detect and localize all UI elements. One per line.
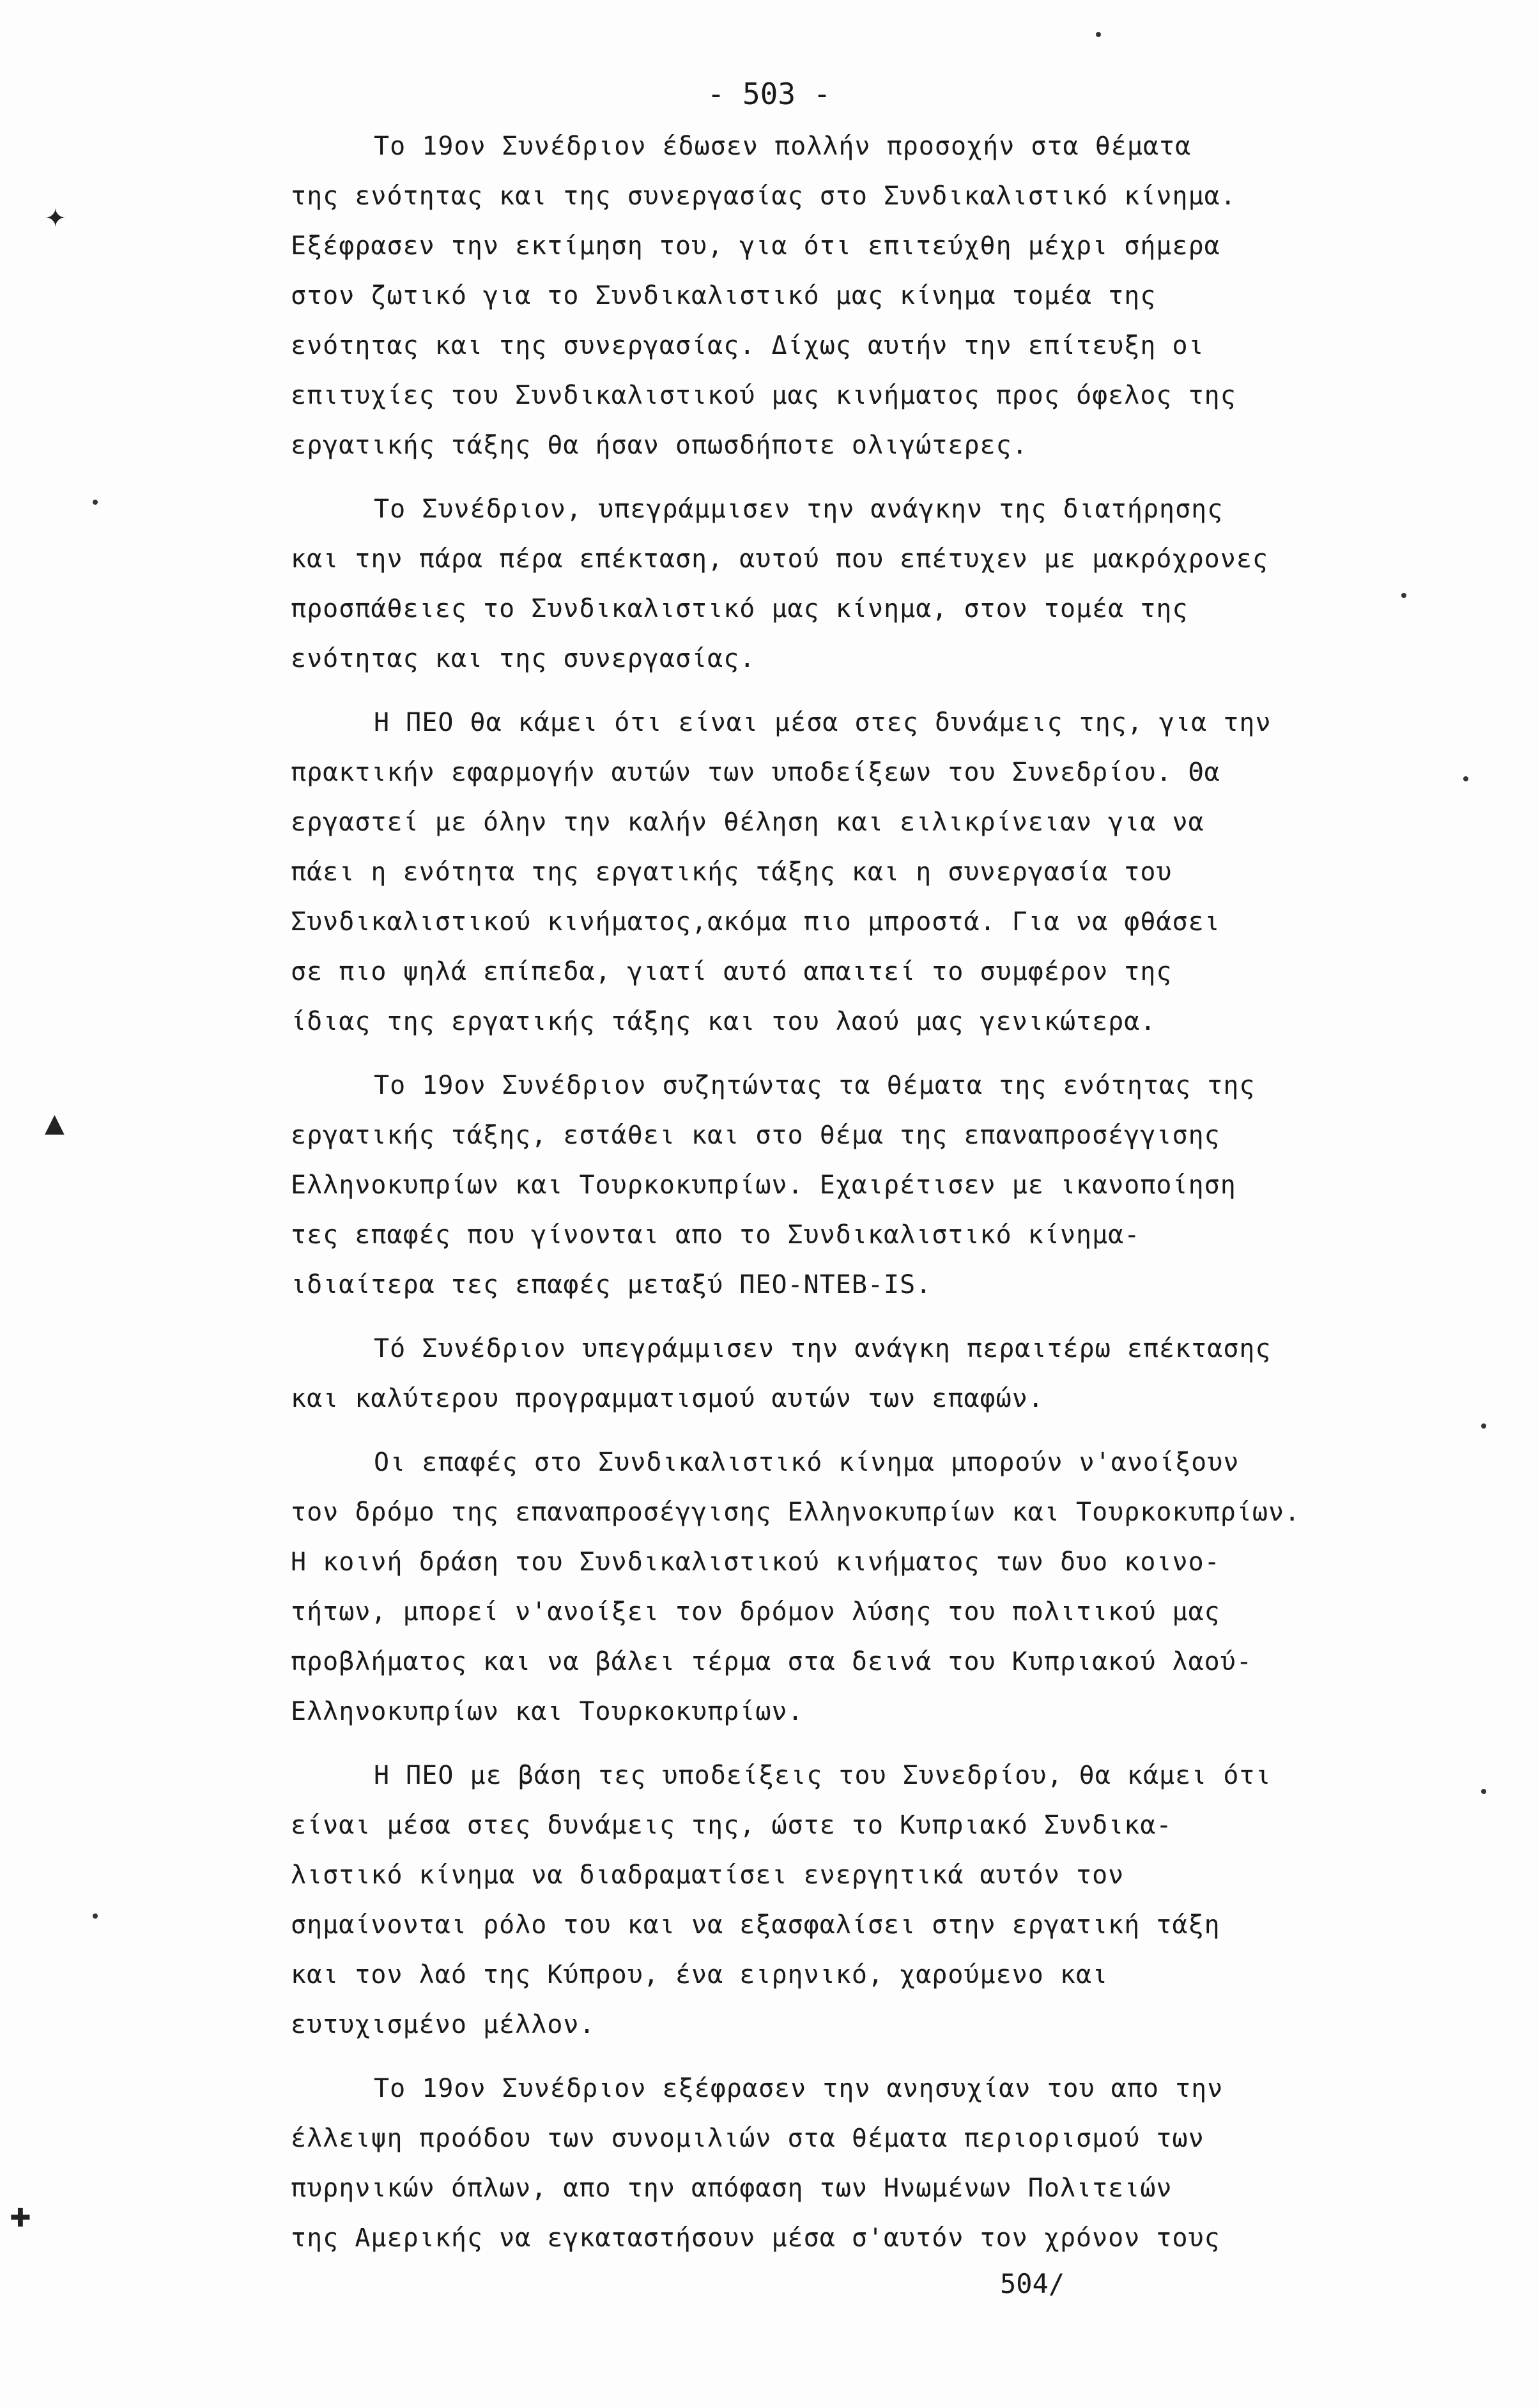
- speck-dot: [93, 500, 98, 505]
- text-line: στον ζωτικό για το Συνδικαλιστικό μας κίνημα τομέα της: [291, 281, 1157, 311]
- speck-dot: [1096, 32, 1101, 37]
- paragraph-2: [291, 484, 1492, 684]
- margin-mark-icon: ✚: [10, 2204, 31, 2233]
- speck-dot: [1401, 593, 1406, 598]
- text-line: τήτων, μπορεί ν'ανοίξει τον δρόμον λύσης του πολιτικού μας: [291, 1597, 1220, 1627]
- text-line: Τό Συνέδριον υπεγράμμισεν την ανάγκη περαιτέρω επέκτασης: [374, 1334, 1272, 1363]
- paragraph-3: [291, 698, 1492, 1047]
- text-line: Η κοινή δράση του Συνδικαλιστικού κινήματος των δυο κοινο-: [291, 1547, 1220, 1577]
- text-line: επιτυχίες του Συνδικαλιστικού μας κινήματος προς όφελος της: [291, 381, 1236, 410]
- text-line: και την πάρα πέρα επέκταση, αυτού που επέτυχεν με μακρόχρονες: [291, 544, 1269, 574]
- speck-dot: [1481, 1789, 1486, 1794]
- paragraph-5: [291, 1324, 1492, 1423]
- text-line: πάει η ενότητα της εργατικής τάξης και η συνεργασία του: [291, 857, 1173, 887]
- paragraph-4: [291, 1061, 1492, 1310]
- text-line: Συνδικαλιστικού κινήματος,ακόμα πιο μπροστά. Για να φθάσει: [291, 907, 1220, 937]
- text-line: έλλειψη προόδου των συνομιλιών στα θέματα περιορισμού των: [291, 2124, 1204, 2153]
- text-line: Το 19ον Συνέδριον συζητώντας τα θέματα της ενότητας της: [374, 1071, 1256, 1100]
- text-line: Ελληνοκυπρίων και Τουρκοκυπρίων.: [291, 1697, 804, 1726]
- text-line: πρακτικήν εφαρμογήν αυτών των υποδείξεων του Συνεδρίου. Θα: [291, 758, 1220, 787]
- paragraph-8: [291, 2064, 1492, 2263]
- text-line: σε πιο ψηλά επίπεδα, γιατί αυτό απαιτεί το συμφέρον της: [291, 957, 1173, 986]
- text-line: τον δρόμο της επαναπροσέγγισης Ελληνοκυπρίων και Τουρκοκυπρίων.: [291, 1498, 1301, 1527]
- text-line: εργαστεί με όλην την καλήν θέληση και ειλικρίνειαν για να: [291, 808, 1204, 837]
- paragraph-6: [291, 1438, 1492, 1737]
- document-body: [291, 121, 1492, 2277]
- text-line: Ελληνοκυπρίων και Τουρκοκυπρίων. Εχαιρέτισεν με ικανοποίηση: [291, 1170, 1236, 1200]
- text-line: ιδιαίτερα τες επαφές μεταξύ ΠΕΟ-ΝΤΕΒ-ΙS.: [291, 1270, 932, 1300]
- text-line: και καλύτερου προγραμματισμού αυτών των επαφών.: [291, 1384, 1044, 1413]
- paragraph-7: [291, 1751, 1492, 2050]
- text-line: εργατικής τάξης, εστάθει και στο θέμα της επαναπροσέγγισης: [291, 1121, 1220, 1150]
- margin-mark-icon: ✦: [45, 204, 66, 233]
- text-line: της ενότητας και της συνεργασίας στο Συνδικαλιστικό κίνημα.: [291, 181, 1236, 211]
- text-line: Η ΠΕΟ με βάση τες υποδείξεις του Συνεδρίου, θα κάμει ότι: [374, 1761, 1272, 1790]
- speck-dot: [93, 1913, 98, 1919]
- text-line: Οι επαφές στο Συνδικαλιστικό κίνημα μπορούν ν'ανοίξουν: [374, 1448, 1240, 1477]
- page-number-header: - 503 -: [707, 77, 831, 111]
- speck-dot: [1481, 1423, 1486, 1429]
- text-line: Εξέφρασεν την εκτίμηση του, για ότι επιτεύχθη μέχρι σήμερα: [291, 231, 1220, 261]
- margin-mark-icon: ▲: [45, 1108, 65, 1138]
- text-line: σημαίνονται ρόλο του και να εξασφαλίσει στην εργατική τάξη: [291, 1910, 1220, 1940]
- text-line: τες επαφές που γίνονται απο το Συνδικαλιστικό κίνημα-: [291, 1220, 1141, 1250]
- text-line: Το Συνέδριον, υπεγράμμισεν την ανάγκην της διατήρησης: [374, 495, 1224, 524]
- text-line: ευτυχισμένο μέλλον.: [291, 2010, 596, 2039]
- speck-dot: [1463, 776, 1468, 781]
- text-line: ίδιας της εργατικής τάξης και του λαού μας γενικώτερα.: [291, 1007, 1157, 1036]
- text-line: Η ΠΕΟ θα κάμει ότι είναι μέσα στες δυνάμεις της, για την: [374, 708, 1272, 737]
- paragraph-1: [291, 121, 1492, 470]
- text-line: εργατικής τάξης θα ήσαν οπωσδήποτε ολιγώτερες.: [291, 431, 1028, 460]
- text-line: προσπάθειες το Συνδικαλιστικό μας κίνημα, στον τομέα της: [291, 594, 1188, 624]
- continuation-page-marker: 504/: [1000, 2268, 1065, 2299]
- text-line: της Αμερικής να εγκαταστήσουν μέσα σ'αυτόν τον χρόνον τους: [291, 2223, 1220, 2253]
- text-line: πυρηνικών όπλων, απο την απόφαση των Ηνωμένων Πολιτειών: [291, 2174, 1173, 2203]
- text-line: ενότητας και της συνεργασίας. Δίχως αυτήν την επίτευξη οι: [291, 331, 1204, 360]
- text-line: Το 19ον Συνέδριον εξέφρασεν την ανησυχίαν του απο την: [374, 2074, 1224, 2103]
- text-line: προβλήματος και να βάλει τέρμα στα δεινά του Κυπριακού λαού-: [291, 1647, 1252, 1676]
- text-line: Το 19ον Συνέδριον έδωσεν πολλήν προσοχήν στα θέματα: [374, 132, 1192, 161]
- text-line: και τον λαό της Κύπρου, ένα ειρηνικό, χαρούμενο και: [291, 1960, 1109, 1990]
- text-line: λιστικό κίνημα να διαδραματίσει ενεργητικά αυτόν τον: [291, 1860, 1125, 1890]
- text-line: ενότητας και της συνεργασίας.: [291, 644, 756, 673]
- text-line: είναι μέσα στες δυνάμεις της, ώστε το Κυπριακό Συνδικα-: [291, 1811, 1173, 1840]
